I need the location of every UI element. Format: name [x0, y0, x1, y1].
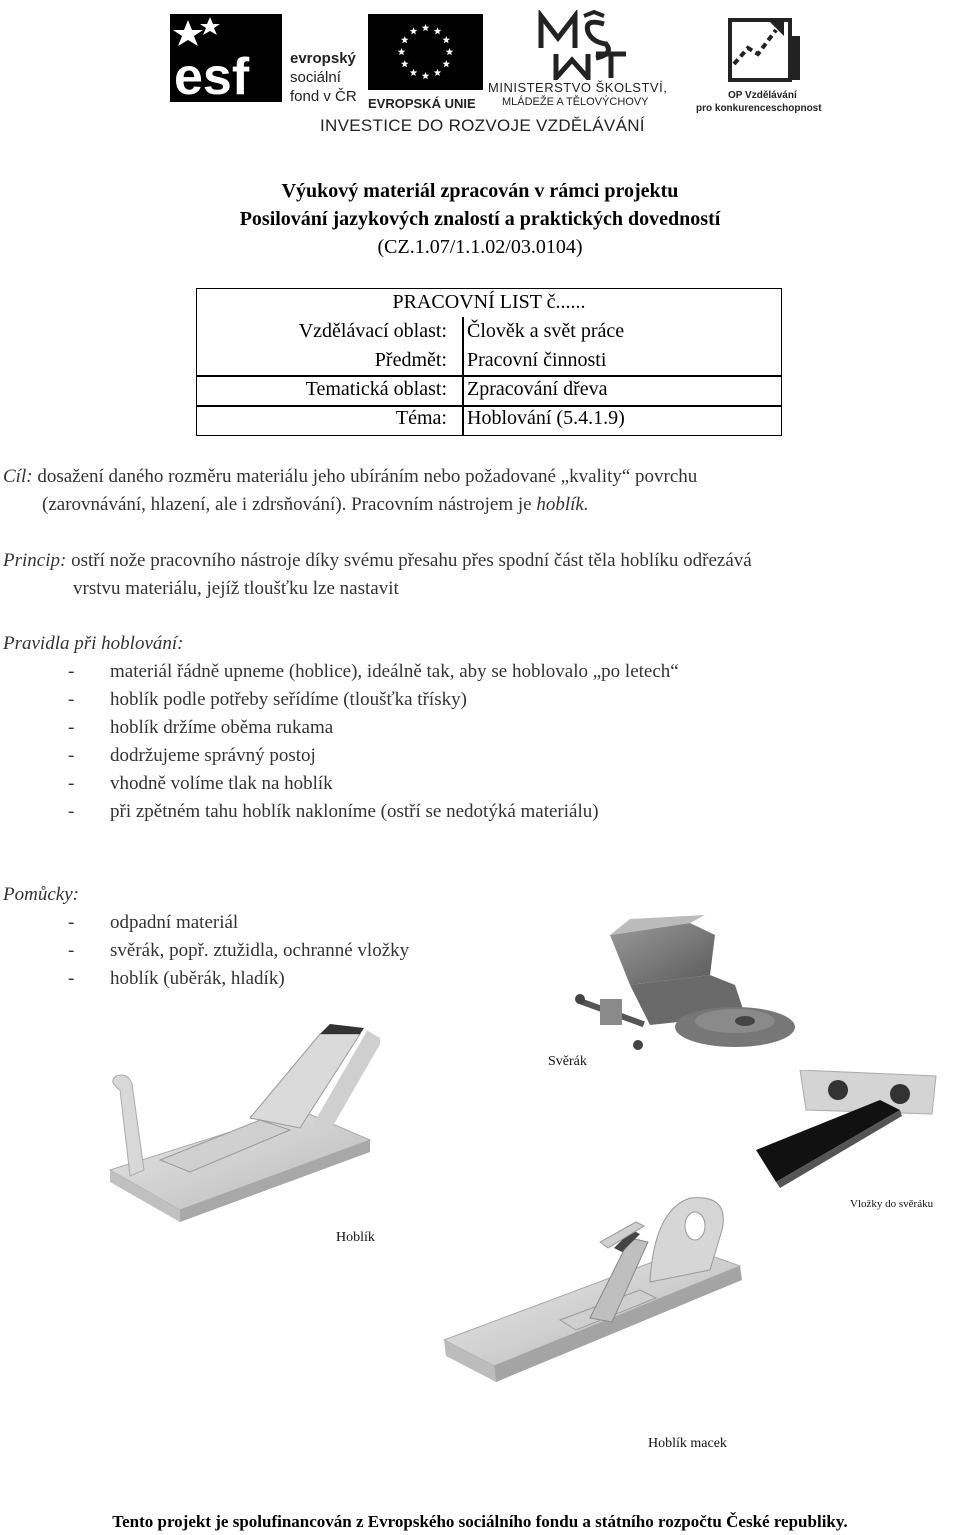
investice-slogan: INVESTICE DO ROZVOJE VZDĚLÁVÁNÍ: [320, 116, 645, 135]
vise-jaws-caption: Vložky do svěráku: [850, 1198, 934, 1210]
row-value: Zpracování dřeva: [467, 378, 608, 400]
esf-logo: [170, 14, 360, 104]
row-label: Téma:: [395, 407, 447, 429]
footer-funding-note: Tento projekt je spolufinancován z Evropského sociálního fondu a státního rozpočtu České republiky.: [112, 1512, 848, 1531]
tools-heading: Pomůcky:: [3, 884, 79, 905]
principle-line1: [3, 550, 752, 572]
worksheet-heading: [197, 291, 781, 314]
plane-image: [100, 1020, 380, 1230]
row-value: Hoblování (5.4.1.9): [467, 407, 625, 429]
vise-jaws-image: [750, 1070, 950, 1190]
goal-line2: [42, 494, 589, 516]
vise-caption: Svěrák: [548, 1054, 587, 1069]
goal-label: Cíl:: [3, 466, 33, 487]
row-value: Pracovní činnosti: [467, 349, 607, 371]
op-line2: pro konkurenceschopnost: [696, 103, 822, 114]
eu-caption: EVROPSKÁ UNIE: [368, 96, 476, 111]
msmt-line2: MLÁDEŽE A TĚLOVÝCHOVY: [502, 96, 649, 108]
table-divider: [197, 375, 781, 377]
vise-image: [570, 915, 800, 1055]
rules-heading: Pravidla při hoblování:: [3, 633, 184, 654]
goal-text2: (zarovnávání, hlazení, ale i zdrsňování). Pracovním nástrojem je: [42, 494, 537, 515]
principle-text1: ostří nože pracovního nástroje díky svému přesahu přes spodní část těla hoblíku odřezává: [71, 550, 752, 571]
goal-text1: dosažení daného rozměru materiálu jeho ubíráním nebo požadované „kvality“ povrchu: [37, 466, 698, 487]
worksheet-info-table: [196, 288, 782, 436]
msmt-logo: [488, 10, 688, 110]
op-mark-icon: [724, 14, 804, 86]
esf-mark-icon: [170, 14, 285, 104]
op-line1: OP Vzdělávání: [728, 90, 797, 101]
title-line2: Posilování jazykových znalostí a praktických dovedností: [239, 208, 721, 230]
title-line1: Výukový materiál zpracován v rámci projektu: [281, 180, 679, 202]
row-value: Člověk a svět práce: [467, 320, 625, 342]
row-label: Vzdělávací oblast:: [298, 320, 447, 342]
plane-caption: Hoblík: [336, 1230, 375, 1245]
worksheet-heading-text: PRACOVNÍ LIST č......: [392, 291, 586, 313]
macek-plane-image: [440, 1190, 750, 1400]
goal-line1: [3, 466, 697, 488]
rules-list: - materiál řádně upneme (hoblice), ideálně tak, aby se hoblovalo „po letech“ - hoblík podle potřeby seřídíme (tloušťka třísky) - hoblík držíme oběma rukama - dodržujeme správný postoj - vhodně volíme tlak na hoblík - při zpětném tahu hoblík nakloníme (ostří se nedotýká materiálu): [68, 661, 679, 822]
goal-tool: hoblík.: [536, 494, 589, 515]
principle-line2: vrstvu materiálu, jejíž tloušťku lze nastavit: [73, 578, 399, 599]
msmt-mark-icon: [536, 10, 636, 80]
esf-mark-text: esf: [174, 48, 250, 104]
title-line3: (CZ.1.07/1.1.02/03.0104): [377, 236, 583, 258]
eu-logo: [368, 14, 488, 114]
esf-line2: sociální: [290, 69, 341, 86]
esf-line1: evropský: [290, 50, 356, 67]
eu-flag-icon: [368, 14, 483, 90]
op-logo: [696, 14, 820, 114]
msmt-line1: MINISTERSTVO ŠKOLSTVÍ,: [488, 80, 668, 95]
esf-line3: fond v ČR: [290, 88, 357, 105]
row-label: Tematická oblast:: [305, 378, 447, 400]
macek-plane-caption: Hoblík macek: [648, 1436, 727, 1451]
tools-list: - odpadní materiál - svěrák, popř. ztužidla, ochranné vložky - hoblík (uběrák, hladík): [68, 912, 410, 989]
principle-label: Princip:: [3, 550, 67, 571]
row-label: Předmět:: [374, 349, 447, 371]
